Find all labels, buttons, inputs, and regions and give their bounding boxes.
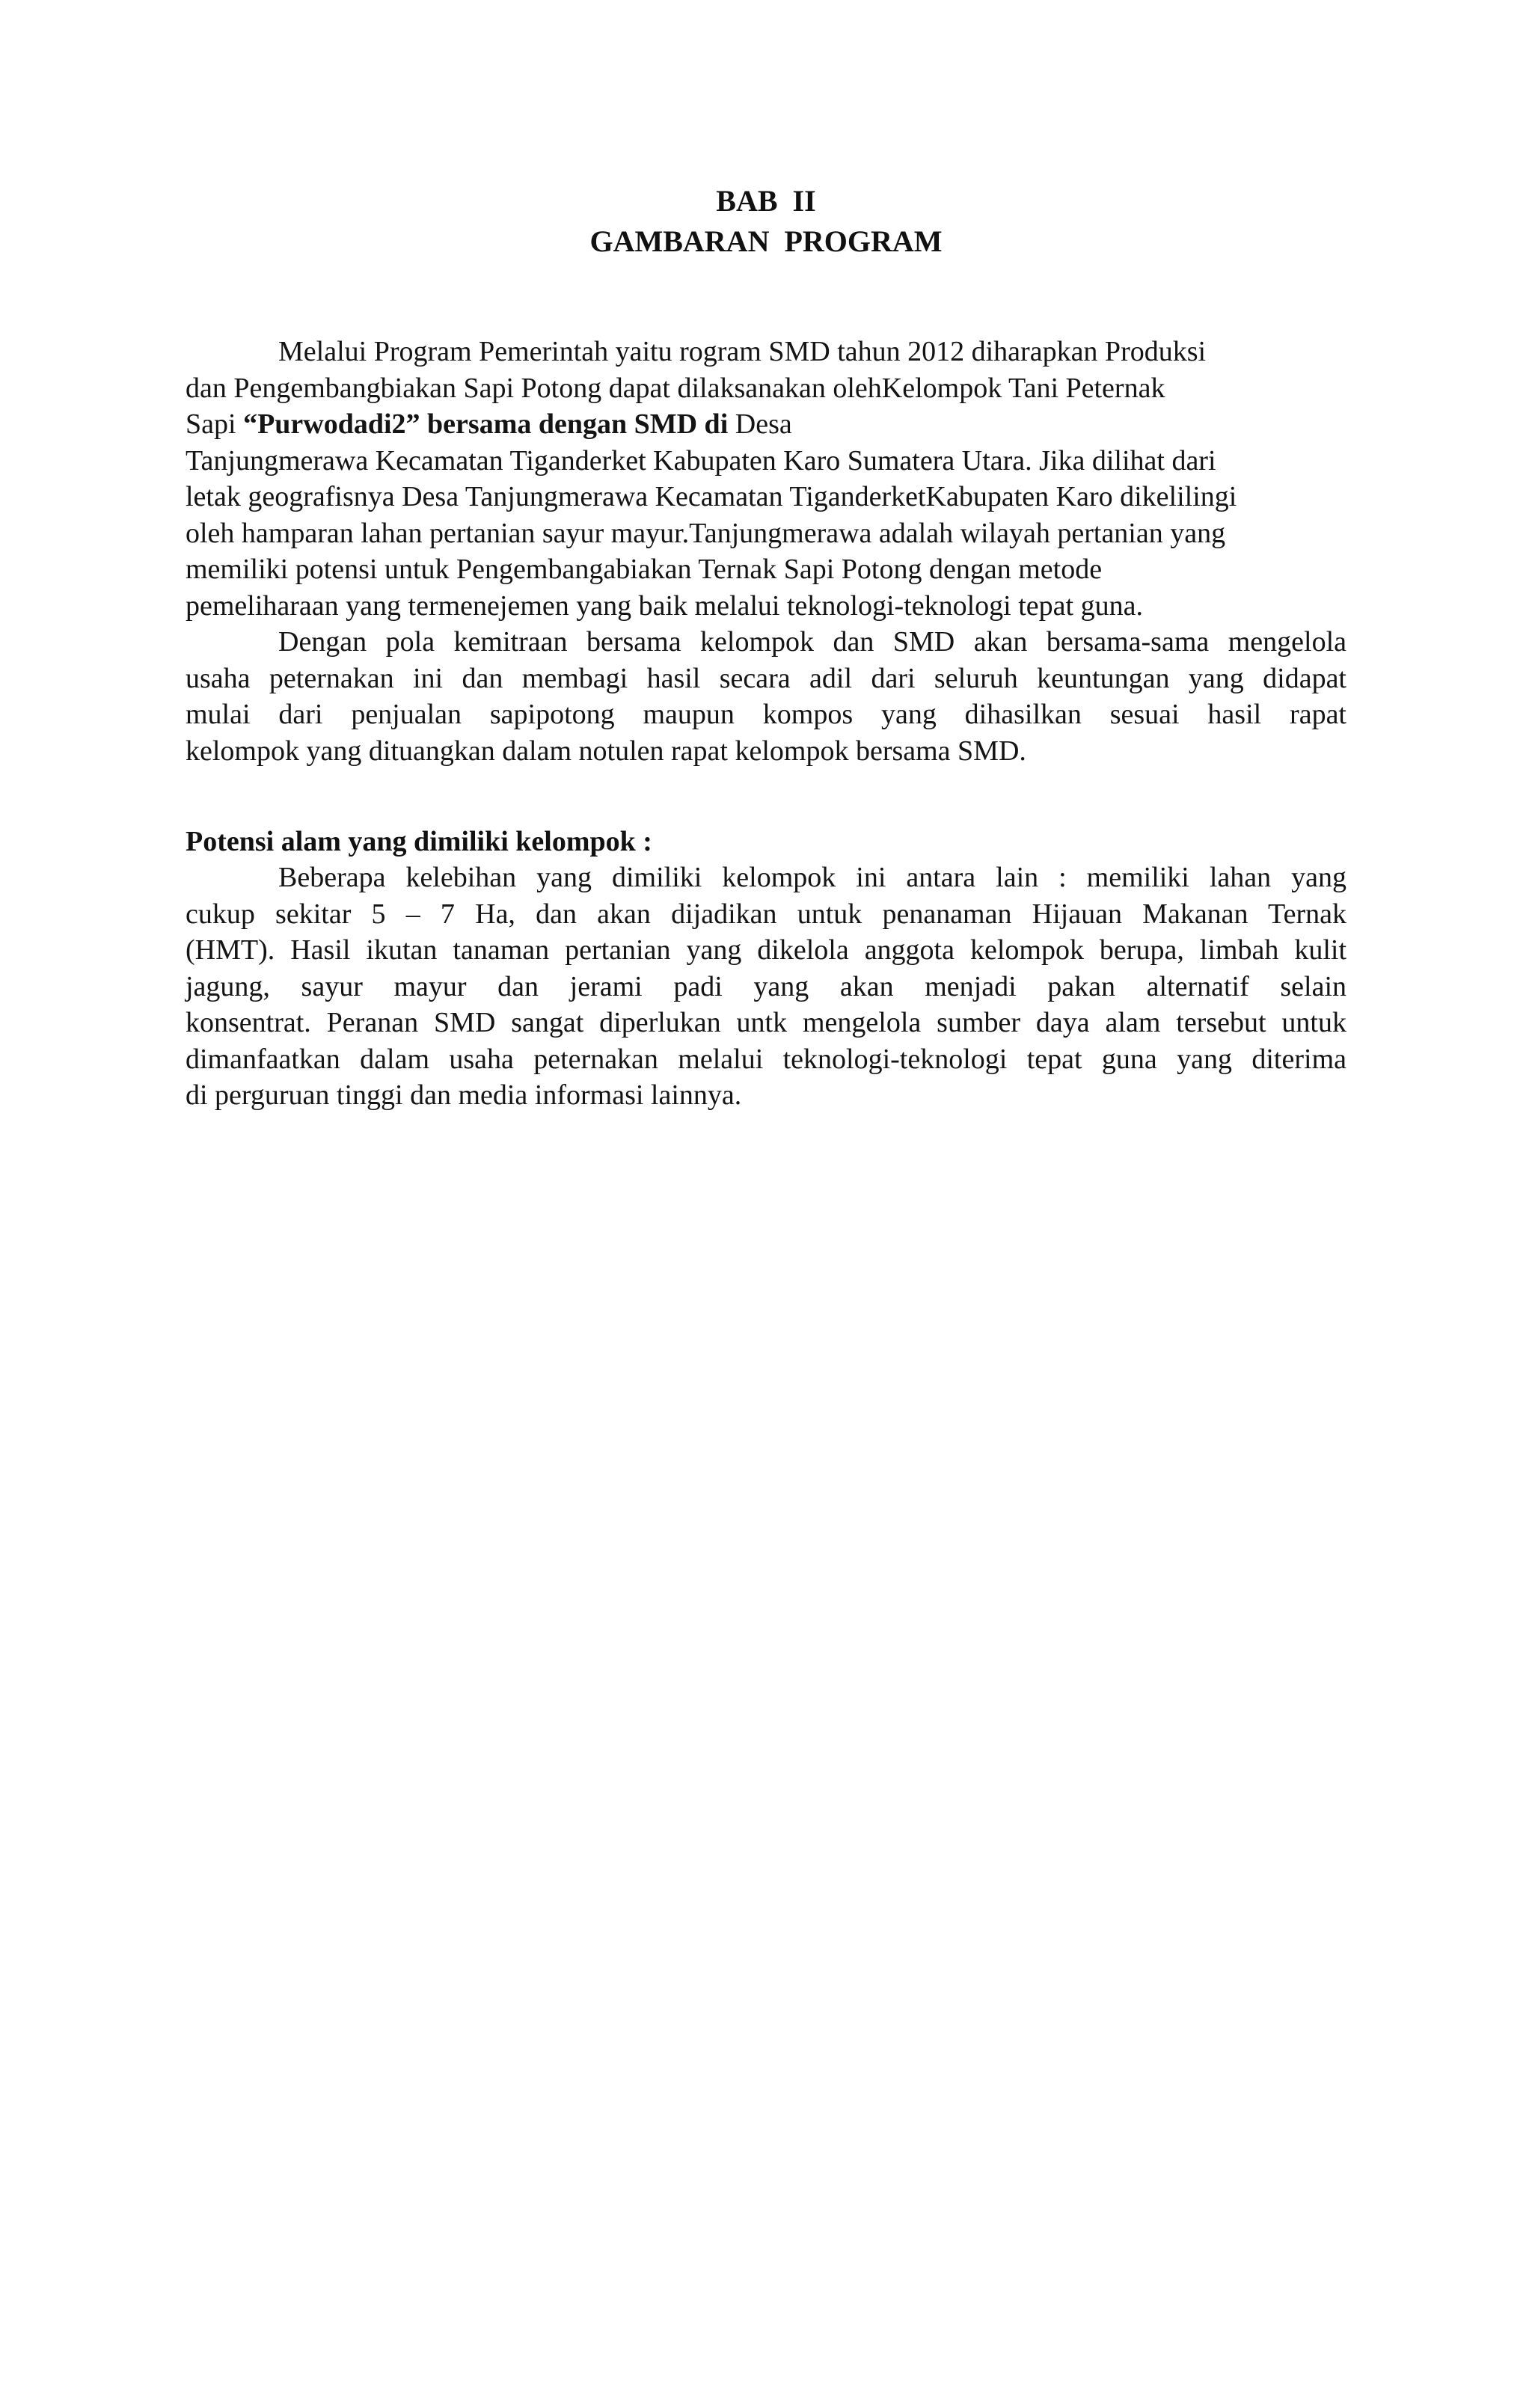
section-title: Potensi alam yang dimiliki kelompok : bbox=[186, 826, 652, 857]
paragraph-line: jagung, sayur mayur dan jerami padi yang akan menjadi pakan alternatif selain bbox=[186, 970, 1346, 1002]
paragraph-line bbox=[186, 406, 1346, 443]
natural-potential-paragraph bbox=[186, 860, 1346, 1114]
chapter-title: GAMBARAN PROGRAM bbox=[589, 224, 943, 258]
paragraph-line: mulai dari penjualan sapipotong maupun kompos yang dihasilkan sesuai hasil rapat bbox=[186, 699, 1346, 730]
paragraph-line: letak geografisnya Desa Tanjungmerawa Kecamatan TiganderketKabupaten Karo dikelilingi bbox=[186, 481, 1237, 512]
paragraph-line: cukup sekitar 5 – 7 Ha, dan akan dijadikan untuk penanaman Hijauan Makanan Ternak bbox=[186, 898, 1346, 930]
paragraph-line: usaha peternakan ini dan membagi hasil secara adil dari seluruh keuntungan yang didapat bbox=[186, 662, 1346, 694]
line-prefix: Sapi bbox=[186, 408, 244, 440]
paragraph-line: konsentrat. Peranan SMD sangat diperlukan untk mengelola sumber daya alam tersebut untuk bbox=[186, 1007, 1346, 1038]
paragraph-line: oleh hamparan lahan pertanian sayur mayur.Tanjungmerawa adalah wilayah pertanian yang bbox=[186, 517, 1226, 549]
paragraph-line: pemeliharaan yang termenejemen yang baik melalui teknologi-teknologi tepat guna. bbox=[186, 589, 1143, 622]
paragraph-line: kelompok yang dituangkan dalam notulen rapat kelompok bersama SMD. bbox=[186, 735, 1026, 767]
group-name-bold: “Purwodadi2” bersama dengan SMD di bbox=[243, 408, 729, 440]
paragraph-line: Melalui Program Pemerintah yaitu rogram SMD tahun 2012 diharapkan Produksi bbox=[278, 336, 1207, 367]
paragraph-line: di perguruan tinggi dan media informasi lainnya. bbox=[186, 1079, 742, 1111]
paragraph-line: Tanjungmerawa Kecamatan Tiganderket Kabupaten Karo Sumatera Utara. Jika dilihat dari bbox=[186, 444, 1216, 477]
paragraph-line: dimanfaatkan dalam usaha peternakan melalui teknologi-teknologi tepat guna yang diterima bbox=[186, 1043, 1346, 1075]
paragraph-line: Beberapa kelebihan yang dimiliki kelompok ini antara lain : memiliki lahan yang bbox=[278, 862, 1346, 893]
paragraph-line: memiliki potensi untuk Pengembangabiakan Ternak Sapi Potong dengan metode bbox=[186, 554, 1103, 585]
paragraph-line: Dengan pola kemitraan bersama kelompok dan SMD akan bersama-sama mengelola bbox=[278, 626, 1346, 658]
chapter-label: BAB II bbox=[716, 184, 816, 218]
paragraph-line: dan Pengembangbiakan Sapi Potong dapat dilaksanakan olehKelompok Tani Peternak bbox=[186, 372, 1165, 404]
paragraph-line: (HMT). Hasil ikutan tanaman pertanian yang dikelola anggota kelompok berupa, limbah kulit bbox=[186, 934, 1346, 966]
line-suffix: Desa bbox=[728, 408, 792, 440]
program-description-paragraphs bbox=[186, 334, 1346, 769]
